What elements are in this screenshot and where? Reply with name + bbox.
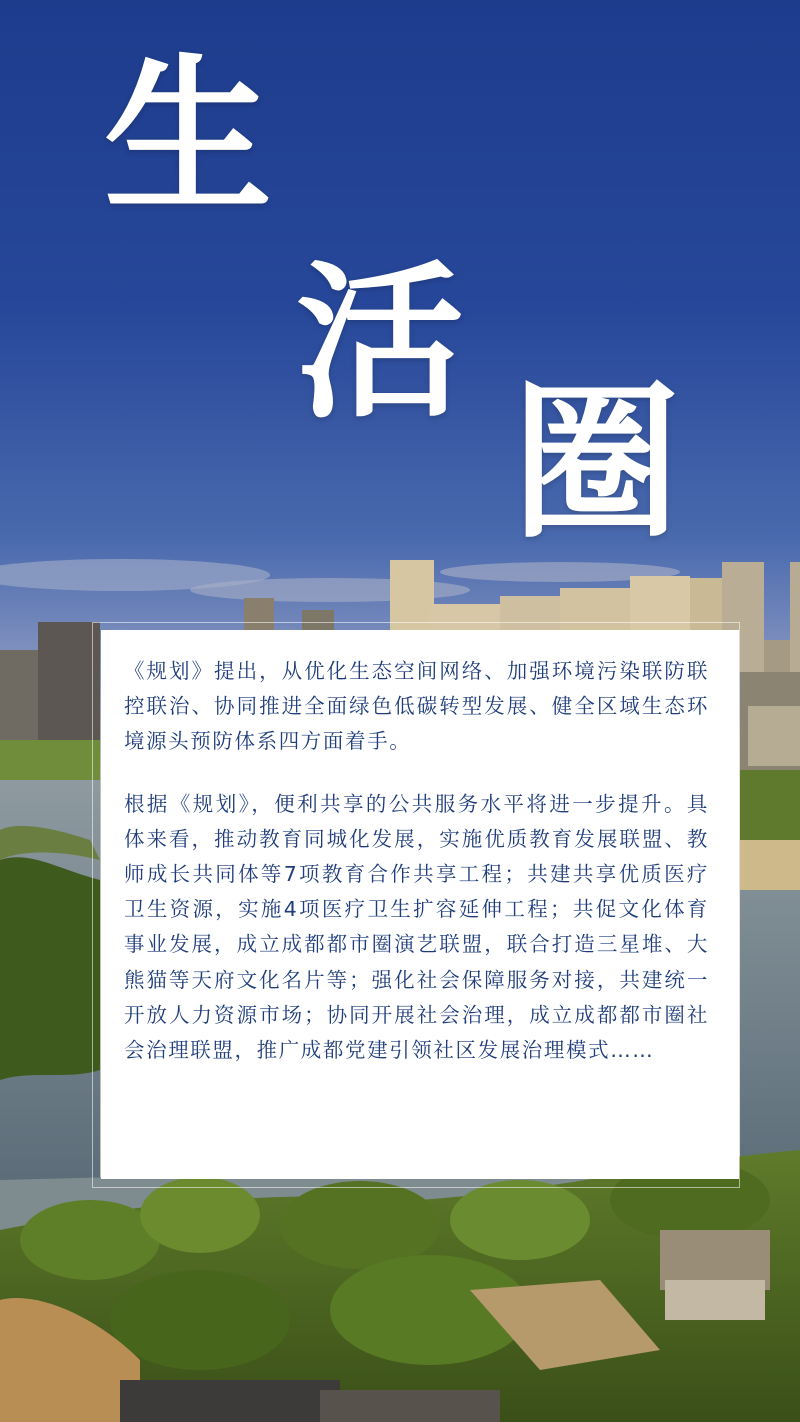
card-paragraph: 《规划》提出，从优化生态空间网络、加强环境污染联防联控联治、协同推进全面绿色低碳转型发展、健全区域生态环境源头预防体系四方面着手。 (124, 659, 709, 754)
text-card (101, 630, 739, 1179)
title-char-sheng: 生 (104, 37, 272, 235)
title-char-quan: 圈 (512, 363, 680, 561)
title-char-huo: 活 (296, 243, 464, 441)
card-paragraph: 根据《规划》，便利共享的公共服务水平将进一步提升。具体来看，推动教育同城化发展，实施优质教育发展联盟、教师成长共同体等7项教育合作共享工程；共建共享优质医疗卫生资源，实施4项医疗卫生扩容延伸工程；共促文化体育事业发展，成立成都都市圈演艺联盟，联合打造三星堆、大熊猫等天府文化名片等；强化社会保障服务对接，共建统一开放人力资源市场；协同开展社会治理，成立成都都市圈社会治理联盟，推广成都党建引领社区发展治理模式…… (124, 791, 709, 1063)
